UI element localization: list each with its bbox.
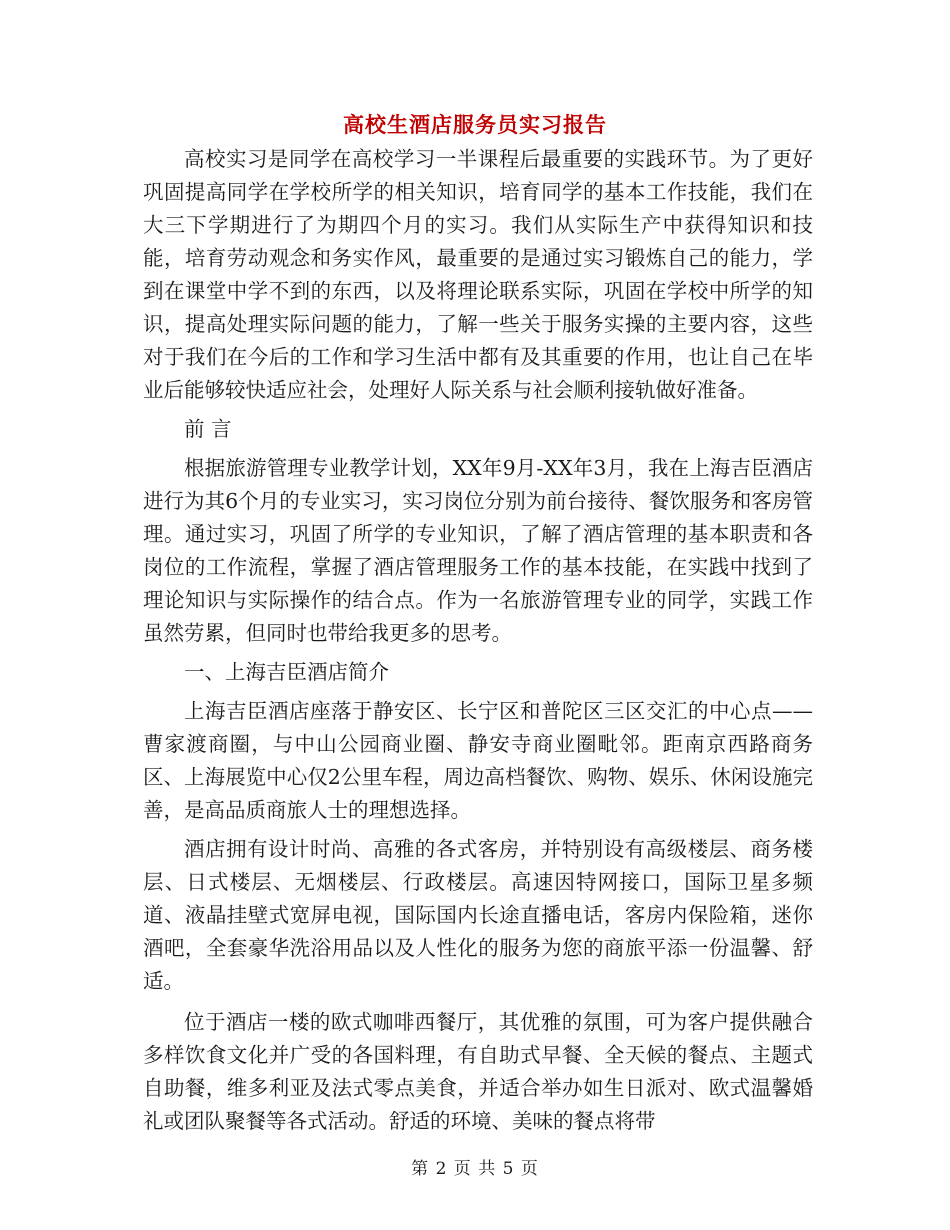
heading-section-1: 一、上海吉臣酒店简介: [184, 660, 389, 684]
document-body: [143, 143, 813, 1138]
page-number-footer: 第 2 页 共 5 页: [411, 1159, 539, 1179]
paragraph-hotel-rooms: 酒店拥有设计时尚、高雅的各式客房，并特别设有高级楼层、商务楼层、日式楼层、无烟楼层、行政楼层。高速因特网接口，国际卫星多频道、液晶挂壁式宽屏电视，国际国内长途直播电话，客房内保险箱，迷你酒吧，全套豪华洗浴用品以及人性化的服务为您的商旅平添一份温馨、舒适。: [143, 837, 813, 993]
paragraph-preface: 根据旅游管理专业教学计划，XX年9月-XX年3月，我在上海吉臣酒店进行为其6个月的专业实习，实习岗位分别为前台接待、餐饮服务和客房管理。通过实习，巩固了所学的专业知识，了解了酒店管理的基本职责和各岗位的工作流程，掌握了酒店管理服务工作的基本技能，在实践中找到了理论知识与实际操作的结合点。作为一名旅游管理专业的同学，实践工作虽然劳累，但同时也带给我更多的思考。: [143, 456, 813, 645]
heading-preface: 前 言: [184, 417, 232, 441]
paragraph-hotel-location: 上海吉臣酒店座落于静安区、长宁区和普陀区三区交汇的中心点——曹家渡商圈，与中山公园商业圈、静安寺商业圈毗邻。距南京西路商务区、上海展览中心仅2公里车程，周边高档餐饮、购物、娱乐、休闲设施完善，是高品质商旅人士的理想选择。: [143, 699, 813, 822]
document-title: 高校生酒店服务员实习报告: [343, 112, 607, 137]
paragraph-hotel-restaurant: 位于酒店一楼的欧式咖啡西餐厅，其优雅的氛围，可为客户提供融合多样饮食文化并广受的各国料理，有自助式早餐、全天候的餐点、主题式自助餐，维多利亚及法式零点美食，并适合举办如生日派对、欧式温馨婚礼或团队聚餐等各式活动。舒适的环境、美味的餐点将带: [143, 1010, 813, 1133]
paragraph-intro: 高校实习是同学在高校学习一半课程后最重要的实践环节。为了更好巩固提高同学在学校所学的相关知识，培育同学的基本工作技能，我们在大三下学期进行了为期四个月的实习。我们从实际生产中获得知识和技能，培育劳动观念和务实作风，最重要的是通过实习锻炼自己的能力，学到在课堂中学不到的东西，以及将理论联系实际，巩固在学校中所学的知识，提高处理实际问题的能力，了解一些关于服务实操的主要内容，这些对于我们在今后的工作和学习生活中都有及其重要的作用，也让自己在毕业后能够较快适应社会，处理好人际关系与社会顺利接轨做好准备。: [143, 147, 813, 402]
